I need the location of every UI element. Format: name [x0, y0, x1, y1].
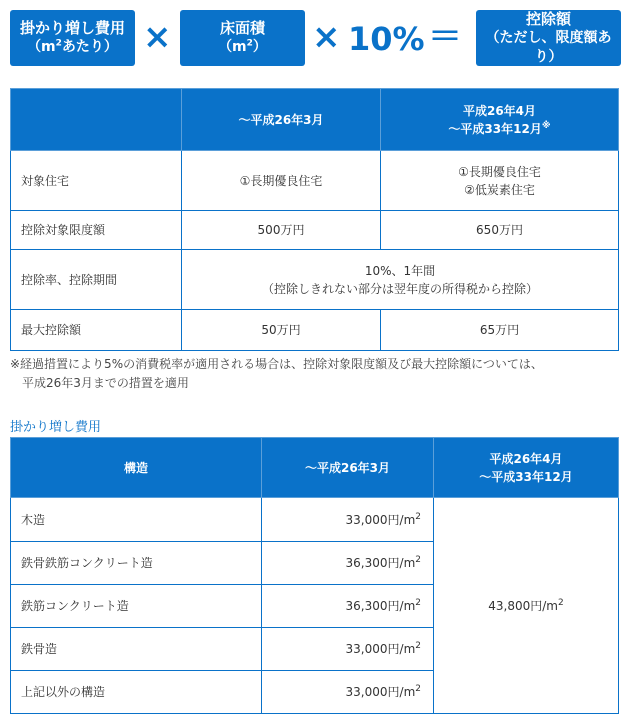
formula-deduction-box [476, 10, 621, 66]
cell-max-from-2014: 65万円 [381, 310, 619, 351]
header-structure: 構造 [11, 438, 262, 498]
structure-label: 鉄筋コンクリート造 [11, 585, 262, 628]
extra-cost-table [10, 437, 619, 714]
header-period-from-2014-04: 平成26年4月 ～平成33年12月※ [381, 89, 619, 151]
row-label-rate-period: 控除率、控除期間 [11, 250, 182, 310]
cost-until-2014: 36,300円$/m^2$ [262, 542, 434, 585]
cell-target-from-2014: ①長期優良住宅 ②低炭素住宅 [381, 151, 619, 211]
formula-extra-cost-title: 掛かり増し費用 [19, 19, 125, 37]
structure-label: 上記以外の構造 [11, 671, 262, 714]
cost-until-2014: 33,000円$/m^2$ [262, 628, 434, 671]
table-row [11, 250, 619, 310]
transition-note [10, 355, 620, 393]
row-label-deduction-limit: 控除対象限度額 [11, 211, 182, 250]
table-header-row [11, 89, 619, 151]
header-empty [11, 89, 182, 151]
equals-sign: ＝ [428, 17, 462, 57]
formula-extra-cost-unit: （$m^2$あたり） [27, 38, 118, 55]
header-period-until-2014-03: ～平成26年3月 [262, 438, 434, 498]
cost-until-2014: 33,000円$/m^2$ [262, 671, 434, 714]
table-header-row [11, 438, 619, 498]
formula-floor-area-title: 床面積 [219, 19, 265, 37]
deduction-conditions-table [10, 88, 619, 351]
cell-rate-period: 10%、1年間 （控除しきれない部分は翌年度の所得税から控除） [182, 250, 619, 310]
formula-floor-area-box [180, 10, 305, 66]
table-row [11, 211, 619, 250]
cell-limit-until-2014: 500万円 [182, 211, 381, 250]
structure-label: 鉄骨鉄筋コンクリート造 [11, 542, 262, 585]
table-row [11, 151, 619, 211]
formula-deduction-limit-note: （ただし、限度額あり） [485, 29, 612, 65]
note-line-1: ※経過措置により5%の消費税率が適用される場合は、控除対象限度額及び最大控除額については、 [10, 357, 543, 371]
note-line-2: 平成26年3月までの措置を適用 [22, 376, 189, 390]
cell-max-until-2014: 50万円 [182, 310, 381, 351]
header-period-from-2014-04: 平成26年4月 ～平成33年12月 [434, 438, 619, 498]
cell-target-until-2014: ①長期優良住宅 [182, 151, 381, 211]
formula-extra-cost-box [10, 10, 135, 66]
structure-label: 木造 [11, 498, 262, 542]
cost-from-2014-merged: 43,800円$/m^2$ [434, 498, 619, 714]
multiply-sign: × [143, 17, 172, 57]
formula-rate: 10% [348, 20, 425, 58]
table-row [11, 498, 619, 542]
table-row [11, 310, 619, 351]
row-label-max-deduction: 最大控除額 [11, 310, 182, 351]
section-title-extra-cost: 掛かり増し費用 [10, 420, 102, 435]
cost-until-2014: 33,000円$/m^2$ [262, 498, 434, 542]
structure-label: 鉄骨造 [11, 628, 262, 671]
multiply-sign-2: × [312, 17, 341, 57]
header-period-until-2014-03: ～平成26年3月 [182, 89, 381, 151]
deduction-formula [0, 0, 636, 78]
formula-deduction-title: 控除額 [525, 9, 571, 28]
cost-until-2014: 36,300円$/m^2$ [262, 585, 434, 628]
cell-limit-from-2014: 650万円 [381, 211, 619, 250]
formula-floor-area-unit: $(m^2)$ [218, 38, 267, 55]
row-label-target-housing: 対象住宅 [11, 151, 182, 211]
